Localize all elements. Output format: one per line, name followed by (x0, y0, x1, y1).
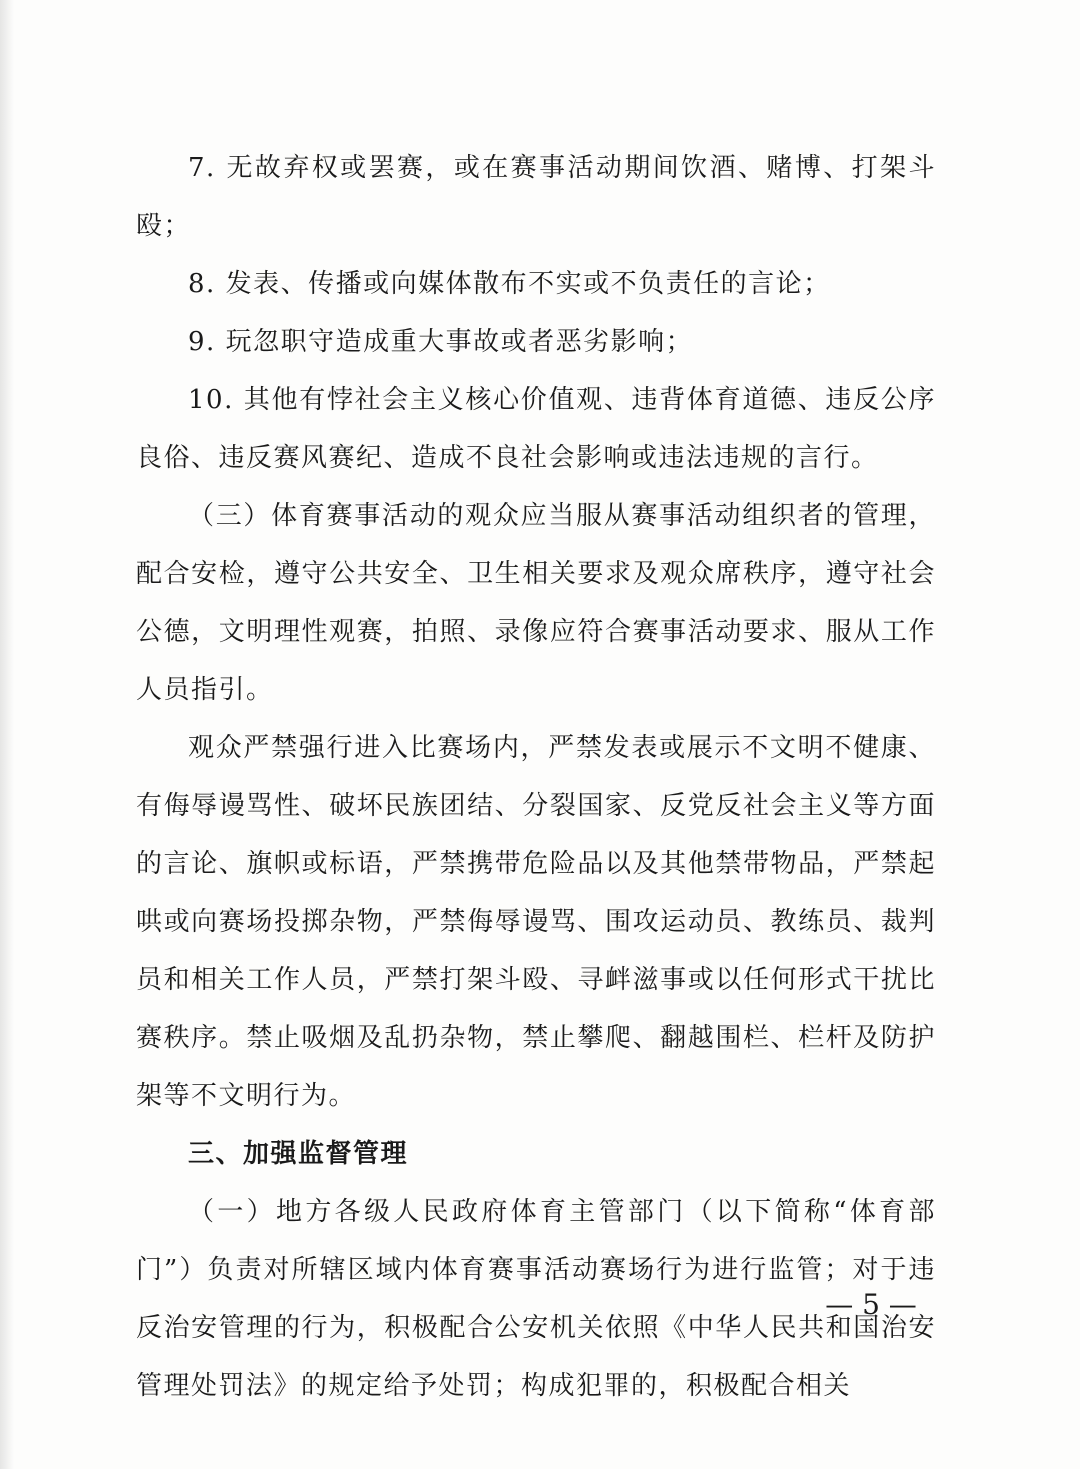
paragraph-spectators-prohibitions: 观众严禁强行进入比赛场内，严禁发表或展示不文明不健康、有侮辱谩骂性、破坏民族团结、分裂国家、反党反社会主义等方面的言论、旗帜或标语，严禁携带危险品以及其他禁带物品，严禁起哄或向赛场投掷杂物，严禁侮辱谩骂、围攻运动员、教练员、裁判员和相关工作人员，严禁打架斗殴、寻衅滋事或以任何形式干扰比赛秩序。禁止吸烟及乱扔杂物，禁止攀爬、翻越围栏、栏杆及防护架等不文明行为。 (136, 733, 936, 1111)
paragraph-item-7: 7. 无故弃权或罢赛，或在赛事活动期间饮酒、赌博、打架斗殴； (136, 153, 936, 241)
paragraph-supervision: （一）地方各级人民政府体育主管部门（以下简称“体育部门”）负责对所辖区域内体育赛事活动赛场行为进行监管；对于违反治安管理的行为，积极配合公安机关依照《中华人民共和国治安管理处罚法》的规定给予处罚；构成犯罪的，积极配合相关 (136, 1197, 936, 1401)
paragraph-item-8: 8. 发表、传播或向媒体散布不实或不负责任的言论； (188, 269, 831, 299)
paragraph-spectators-rules: （三）体育赛事活动的观众应当服从赛事活动组织者的管理，配合安检，遵守公共安全、卫生相关要求及观众席秩序，遵守社会公德，文明理性观赛，拍照、录像应符合赛事活动要求、服从工作人员指引。 (136, 501, 936, 705)
page-number: — 5 — (825, 1288, 917, 1321)
document-body (136, 139, 936, 1415)
paragraph-item-9: 9. 玩忽职守造成重大事故或者恶劣影响； (188, 327, 694, 357)
paragraph-item-10: 10. 其他有悖社会主义核心价值观、违背体育道德、违反公序良俗、违反赛风赛纪、造成不良社会影响或违法违规的言行。 (136, 385, 936, 473)
section-heading: 三、加强监督管理 (188, 1139, 409, 1169)
page-edge-shadow (0, 0, 14, 1469)
